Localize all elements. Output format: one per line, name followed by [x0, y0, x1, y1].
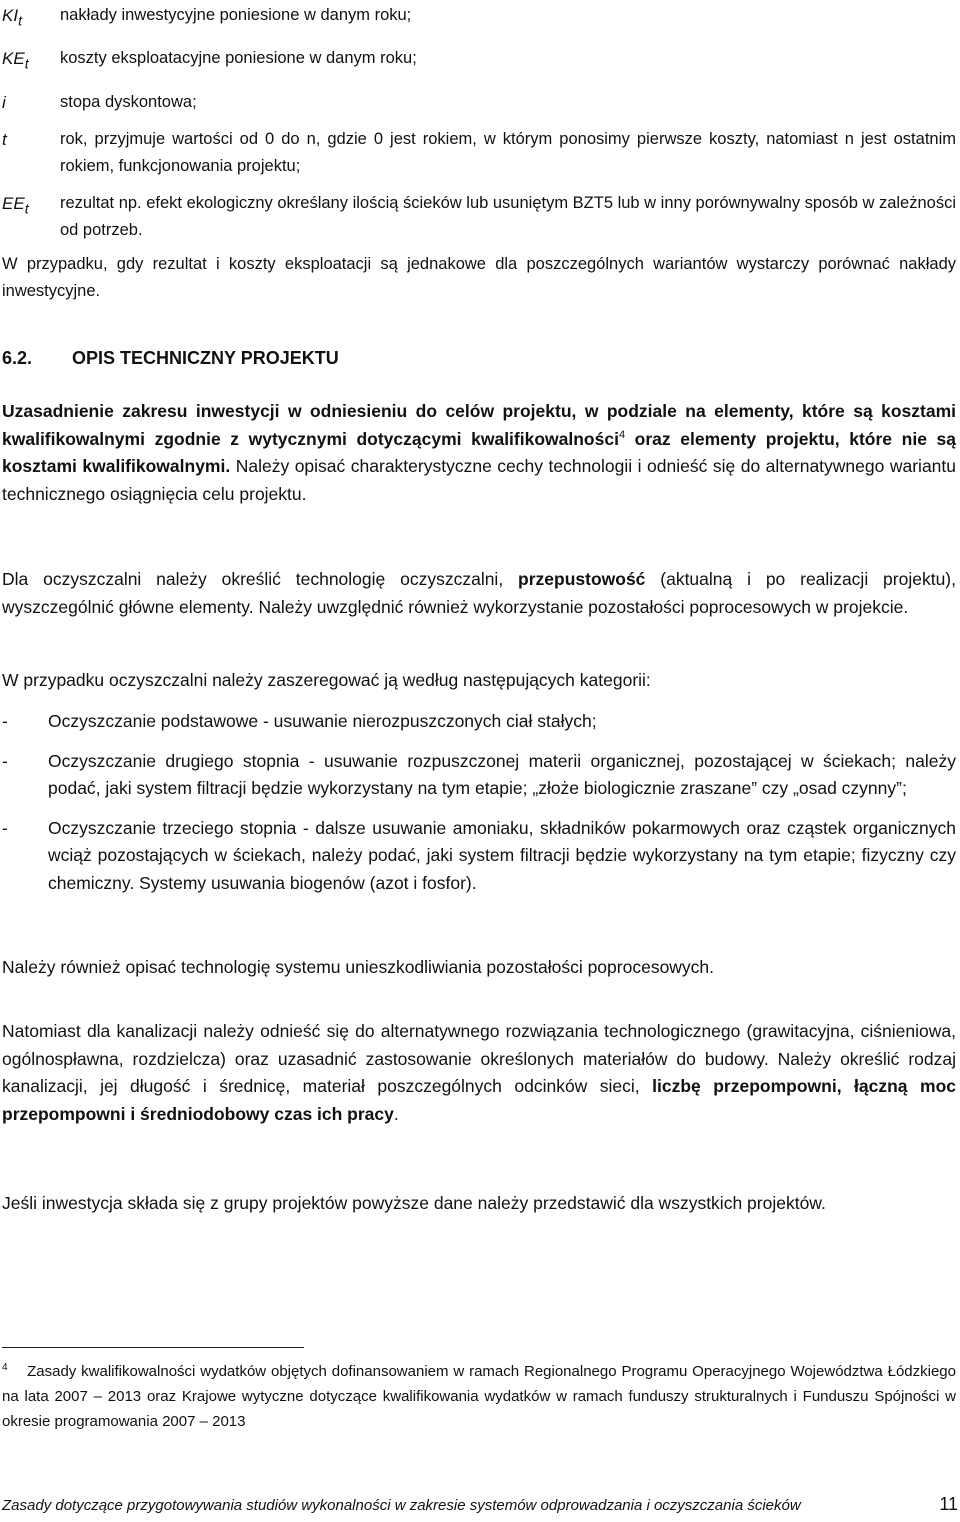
section-number: 6.2.	[2, 348, 33, 368]
definition-symbol: i	[2, 92, 6, 112]
definition-row	[2, 190, 956, 244]
page-footer	[2, 1494, 958, 1515]
category-list	[2, 708, 956, 909]
paragraph-residues: Należy również opisać technologię systemu unieszkodliwiania pozostałości poprocesowych.	[2, 957, 715, 977]
footnote: $^4$ Zasady kwalifikowalności wydatków objętych dofinansowaniem w ramach Regionalnego Programu Operacyjnego Województwa Łódzkiego na lata 2007 – 2013 oraz Krajowe wytyczne dotyczące kwalifikowania wydatków w ramach funduszy strukturalnych i Funduszu Spójności w okresie programowania 2007 – 2013	[2, 1362, 956, 1430]
list-item: - Oczyszczanie drugiego stopnia - usuwanie rozpuszczonej materii organicznej, pozostającej w ściekach; należy podać, jaki system filtracji będzie wykorzystany na tym etapie; „złoże biologicznie zraszane” czy „osad czynny”;	[2, 750, 956, 798]
definition-symbol: t	[2, 129, 7, 149]
definition-text: koszty eksploatacyjne poniesione w danym roku;	[60, 49, 417, 68]
definition-row	[2, 45, 956, 78]
footnote-separator	[2, 1347, 304, 1348]
footer-title: Zasady dotyczące przygotowywania studiów wykonalności w zakresie systemów odprowadzania i oczyszczania ścieków	[2, 1497, 801, 1514]
definition-row	[2, 89, 956, 116]
paragraph-justification: Uzasadnienie zakresu inwestycji w odniesieniu do celów projektu, w podziale na elementy, które są kosztami kwalifikowalnymi zgodnie z wytycznymi dotyczącymi kwalifikowalności$^4$ oraz elementy projektu, które nie są kosztami kwalifikowalnymi. Należy opisać charakterystyczne cechy technologii i odnieść się do alternatywnego wariantu technicznego osiągnięcia celu projektu.	[2, 401, 957, 504]
list-item: - Oczyszczanie podstawowe - usuwanie nierozpuszczonych ciał stałych;	[2, 711, 597, 731]
definition-text: rok, przyjmuje wartości od 0 do n, gdzie 0 jest rokiem, w którym ponosimy pierwsze koszty, natomiast n jest ostatnim rokiem, funkcjonowania projektu;	[60, 129, 956, 175]
list-item: - Oczyszczanie trzeciego stopnia - dalsze usuwanie amoniaku, składników pokarmowych oraz cząstek organicznych wciąż pozostających w ściekach, należy podać, jaki system filtracji będzie wykorzystany na tym etapie; fizyczny czy chemiczny. Systemy usuwania biogenów (azot i fosfor).	[2, 817, 956, 893]
section-heading	[2, 345, 956, 373]
page-number: 11	[939, 1494, 958, 1514]
definition-symbol: $EE_t$	[2, 193, 29, 218]
paragraph-sewer: Natomiast dla kanalizacji należy odnieść się do alternatywnego rozwiązania technologicznego (grawitacyjna, ciśnieniowa, ogólnospławna, rozdzielcza) oraz uzasadnić zastosowanie określonych materiałów do budowy. Należy określić rodzaj kanalizacji, jej długość i średnicę, materiał poszczególnych odcinków sieci, liczbę przepompowni, łączną moc przepompowni i średniodobowy czas ich pracy.	[2, 1021, 956, 1124]
definition-symbol: $KI_t$	[2, 6, 22, 30]
paragraph-categories-intro: W przypadku oczyszczalni należy zaszeregować ją według następujących kategorii:	[2, 670, 651, 690]
definition-symbol: $KE_t$	[2, 49, 29, 73]
section-title: OPIS TECHNICZNY PROJEKTU	[72, 348, 339, 368]
definition-text: nakłady inwestycyjne poniesione w danym roku;	[60, 6, 412, 24]
footnote-ref: 4	[618, 428, 626, 441]
footnote-number: 4	[2, 1362, 8, 1373]
paragraph-equal-costs: W przypadku, gdy rezultat i koszty eksploatacji są jednakowe dla poszczególnych wariantów wystarczy porównać nakłady inwestycyjne.	[2, 255, 956, 300]
variable-definitions	[2, 2, 956, 254]
definition-row	[2, 2, 956, 35]
paragraph-project-group: Jeśli inwestycja składa się z grupy projektów powyższe dane należy przedstawić dla wszystkich projektów.	[2, 1193, 826, 1213]
definition-text: stopa dyskontowa;	[60, 92, 197, 111]
definition-row	[2, 126, 956, 180]
definition-text: rezultat np. efekt ekologiczny określany ilością ścieków lub usuniętym BZT5 lub w inny porównywalny sposób w zależności od potrzeb.	[60, 193, 957, 239]
paragraph-treatment-plant: Dla oczyszczalni należy określić technologię oczyszczalni, przepustowość (aktualną i po realizacji projektu), wyszczególnić główne elementy. Należy uwzględnić również wykorzystanie pozostałości poprocesowych w projekcie.	[2, 569, 956, 617]
